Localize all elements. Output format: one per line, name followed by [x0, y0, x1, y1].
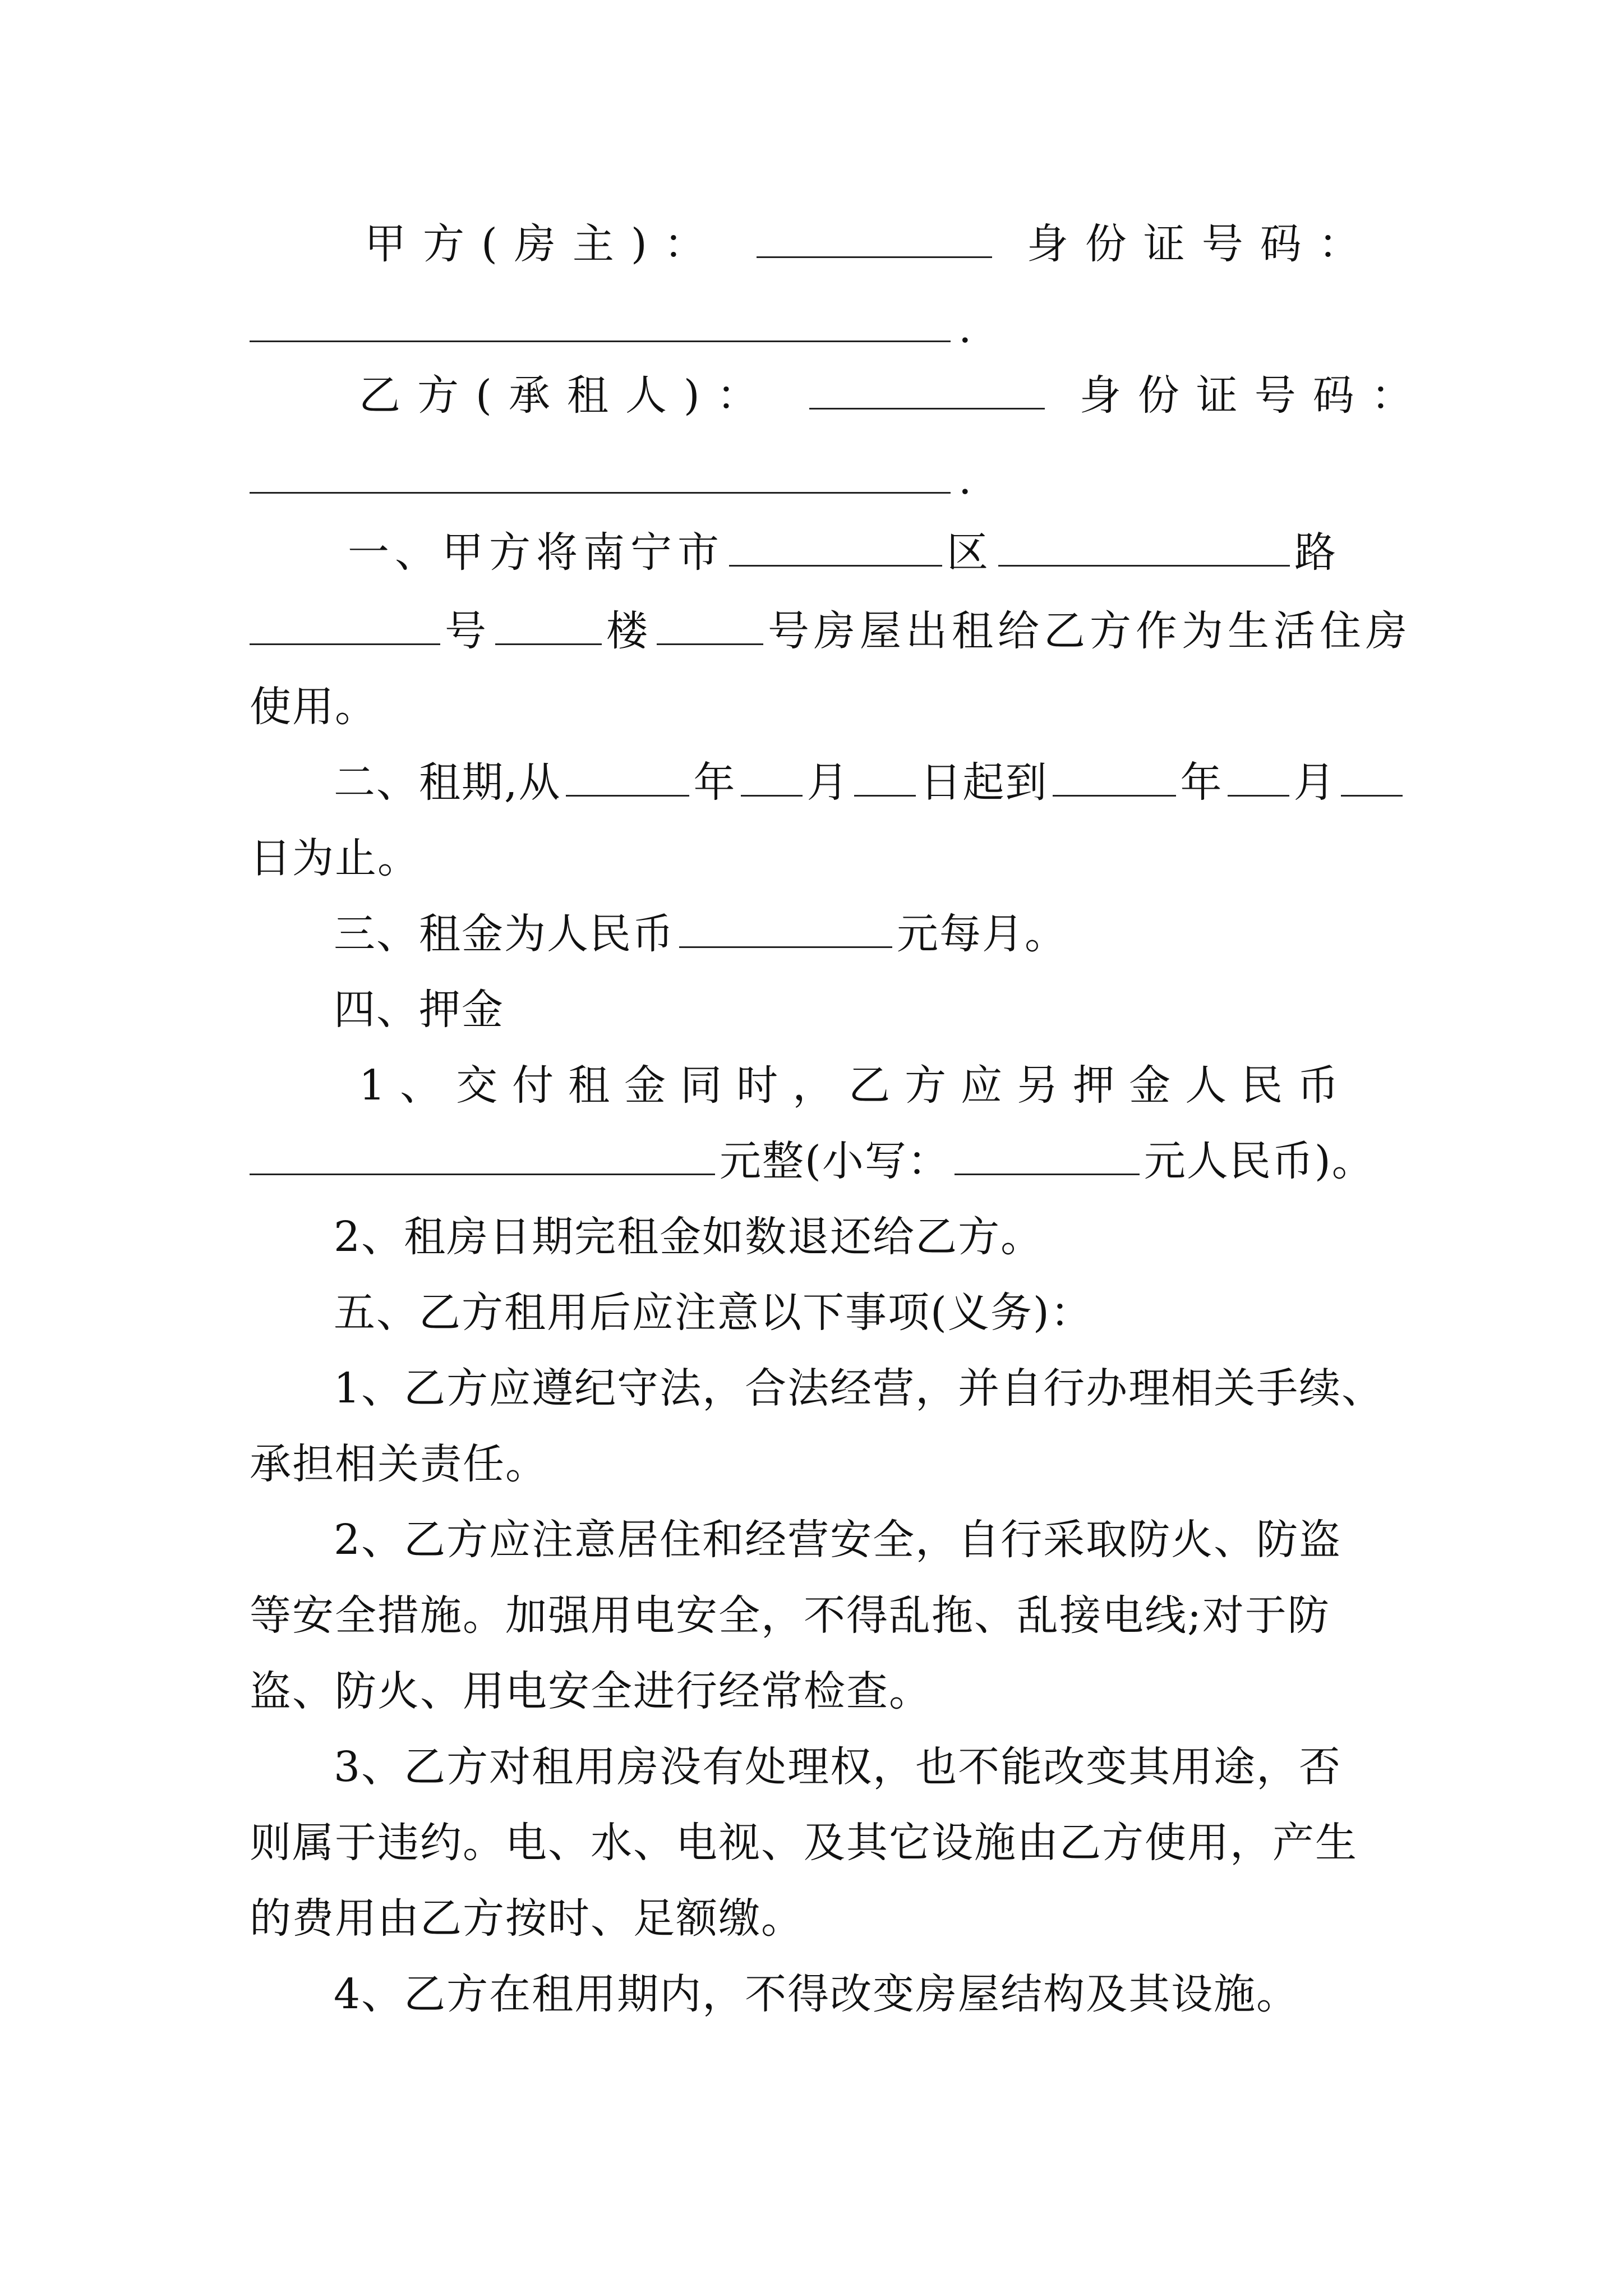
party-b-id-line: . — [250, 449, 1394, 510]
clause-1-line-3: 使用。 — [250, 683, 377, 731]
party-a-id-label: 身份证号码： — [1026, 220, 1377, 268]
clause-1-line-2: 号 楼 号房屋出租给乙方作为生活住房 — [250, 600, 1394, 662]
clause-5-item-3-line-2: 则属于违约。电、水、电视、及其它设施由乙方使用，产生 — [250, 1819, 1358, 1867]
district-blank — [729, 526, 942, 567]
party-a-label: 甲方(房主)： — [365, 220, 722, 268]
party-b-id-label: 身份证号码： — [1079, 371, 1430, 420]
party-b-name-blank — [809, 369, 1045, 409]
party-b-id-blank — [250, 453, 951, 494]
party-b-label: 乙方(承租人)： — [359, 371, 775, 420]
party-a-id-blank — [250, 301, 951, 342]
party-a-id-line: . — [250, 297, 1394, 359]
clause-5-item-1-line-2: 承担相关责任。 — [250, 1440, 548, 1488]
clause-3: 三、租金为人民币 元每月。 — [334, 903, 1478, 965]
clause-2-line-1: 二、租期,从 年 月 日起到 年 月 — [334, 752, 1478, 813]
room-blank — [657, 604, 763, 645]
clause-5-item-2-line-3: 盗、防火、用电安全进行经常检查。 — [250, 1667, 932, 1715]
clause-5-title: 五、乙方租用后应注意以下事项(义务)： — [334, 1289, 1093, 1337]
road-blank — [998, 526, 1290, 567]
clause-4-item-1-line-2: 元整(小写： 元人民币)。 — [250, 1130, 1394, 1192]
party-b-line — [359, 365, 1503, 426]
clause-5-item-1-line-1: 1、乙方应遵纪守法，合法经营，并自行办理相关手续、 — [334, 1364, 1385, 1412]
rent-blank — [679, 907, 892, 948]
clause-5-item-3-line-3: 的费用由乙方按时、足额缴。 — [250, 1894, 804, 1943]
clause-4-item-1-line-1: 1、交付租金同时，乙方应另押金人民币 — [359, 1061, 1354, 1110]
clause-4-title: 四、押金 — [334, 986, 504, 1034]
party-a-name-blank — [757, 217, 992, 258]
clause-1-line-1: 一、甲方将南宁市 区 路 — [348, 522, 1492, 583]
clause-2-line-2: 日为止。 — [250, 834, 420, 882]
deposit-blank — [250, 1134, 715, 1175]
clause-5-item-4: 4、乙方在租用期内，不得改变房屋结构及其设施。 — [334, 1970, 1299, 2018]
clause-5-item-2-line-1: 2、乙方应注意居住和经营安全，自行采取防火、防盗 — [334, 1516, 1342, 1564]
clause-5-item-3-line-1: 3、乙方对租用房没有处理权，也不能改变其用途，否 — [334, 1743, 1342, 1791]
clause-4-item-2: 2、租房日期完租金如数退还给乙方。 — [334, 1213, 1044, 1261]
deposit-small-blank — [955, 1134, 1140, 1175]
number-blank — [250, 604, 440, 645]
clause-5-item-2-line-2: 等安全措施。加强用电安全，不得乱拖、乱接电线;对于防 — [250, 1591, 1330, 1640]
building-blank — [495, 604, 602, 645]
party-a-line — [365, 213, 1509, 275]
